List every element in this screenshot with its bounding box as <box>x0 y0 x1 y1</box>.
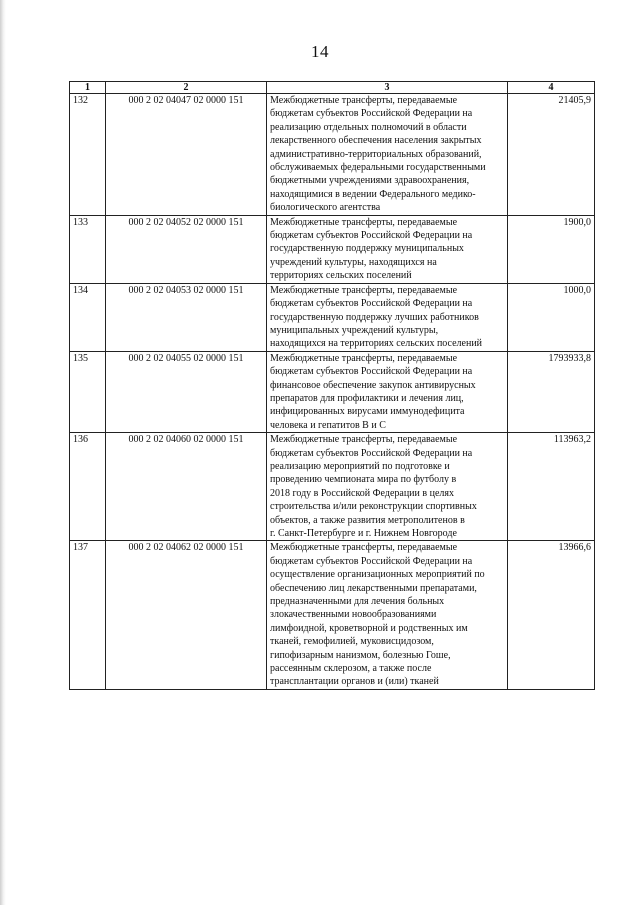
table-row <box>70 351 595 432</box>
column-header-4: 4 <box>508 82 595 94</box>
scan-edge-shadow <box>0 0 6 905</box>
budget-code: 000 2 02 04053 02 0000 151 <box>106 283 267 351</box>
description-text: Межбюджетные трансферты, передаваемые бюджетам субъектов Российской Федерации на реализацию отдельных полномочий в области лекарственного обеспечения населения закрытых административно-территориальных образований, обслуживаемых федеральными государственными бюджетными учреждениями здравоохранения, находящимися в ведении Федерального медико- биологического агентства <box>270 95 486 214</box>
row-description <box>267 215 508 283</box>
description-text: Межбюджетные трансферты, передаваемые бюджетам субъектов Российской Федерации на государственную поддержку лучших работников муниципальных учреждений культуры, находящихся на территориях сельских поселений <box>270 284 483 350</box>
row-amount: 1900,0 <box>508 215 595 283</box>
row-amount: 113963,2 <box>508 433 595 541</box>
table-row <box>70 94 595 216</box>
column-header-2: 2 <box>106 82 267 94</box>
budget-code: 000 2 02 04047 02 0000 151 <box>106 94 267 216</box>
row-amount: 1793933,8 <box>508 351 595 432</box>
row-number: 136 <box>70 433 106 541</box>
row-description <box>267 94 508 216</box>
row-amount: 1000,0 <box>508 283 595 351</box>
row-number: 137 <box>70 541 106 689</box>
table-header-row <box>70 82 595 94</box>
column-header-3: 3 <box>267 82 508 94</box>
row-number: 135 <box>70 351 106 432</box>
budget-code: 000 2 02 04060 02 0000 151 <box>106 433 267 541</box>
row-number: 134 <box>70 283 106 351</box>
column-header-1: 1 <box>70 82 106 94</box>
table-row <box>70 433 595 541</box>
description-text: Межбюджетные трансферты, передаваемые бюджетам субъектов Российской Федерации на государственную поддержку муниципальных учреждений культуры, находящихся на территориях сельских поселений <box>270 216 473 282</box>
table-row <box>70 283 595 351</box>
page-number: 14 <box>311 42 329 61</box>
row-description <box>267 541 508 689</box>
row-number: 133 <box>70 215 106 283</box>
row-number: 132 <box>70 94 106 216</box>
description-text: Межбюджетные трансферты, передаваемые бюджетам субъектов Российской Федерации на реализацию мероприятий по подготовке и проведению чемпионата мира по футболу в 2018 году в Российской Федерации в целях строительства и/или реконструкции спортивных объектов, а также развития метрополитенов в г. Санкт-Петербурге и г. Нижнем Новгороде <box>270 434 477 539</box>
row-amount: 21405,9 <box>508 94 595 216</box>
table-row <box>70 541 595 689</box>
table-row <box>70 215 595 283</box>
row-description <box>267 351 508 432</box>
budget-table <box>69 81 595 690</box>
row-description <box>267 283 508 351</box>
budget-code: 000 2 02 04062 02 0000 151 <box>106 541 267 689</box>
budget-code: 000 2 02 04055 02 0000 151 <box>106 351 267 432</box>
budget-code: 000 2 02 04052 02 0000 151 <box>106 215 267 283</box>
description-text: Межбюджетные трансферты, передаваемые бюджетам субъектов Российской Федерации на осуществление организационных мероприятий по обеспечению лиц лекарственными препаратами, предназначенными для лечения больных злокачественными новообразованиями лимфоидной, кроветворной и родственных им тканей, гемофилией, муковисцидозом, гипофизарным нанизмом, болезнью Гоше, рассеянным склерозом, а также после трансплантации органов и (или) тканей <box>270 542 485 688</box>
row-description <box>267 433 508 541</box>
row-amount: 13966,6 <box>508 541 595 689</box>
description-text: Межбюджетные трансферты, передаваемые бюджетам субъектов Российской Федерации на финансовое обеспечение закупок антивирусных препаратов для профилактики и лечения лиц, инфицированных вирусами иммунодефицита человека и гепатитов B и C <box>270 352 476 431</box>
